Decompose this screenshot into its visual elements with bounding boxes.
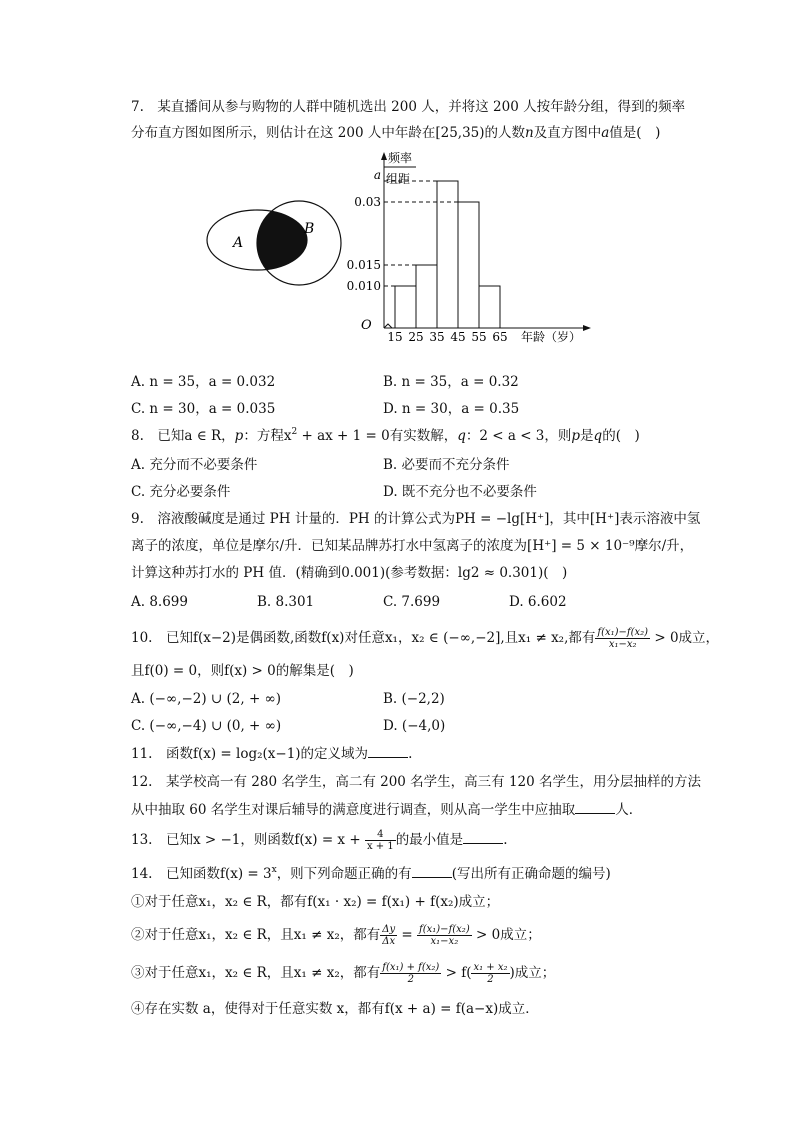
q8-option-a: A. 充分而不必要条件	[131, 457, 258, 473]
q9-line1: 9. 溶液酸碱度是通过 PH 计量的．PH 的计算公式为PH = −lg[H⁺]，其中[H⁺]表示溶液中氢	[131, 511, 701, 527]
q7-line2-end: 值是( )	[609, 125, 661, 141]
q14-mid: ，则下列命题正确的有	[276, 866, 412, 882]
q13-text: 13. 已知x > −1，则函数f(x) = x +	[131, 832, 365, 848]
q12-end: 人．	[615, 802, 643, 818]
q14-s3-end: )成立；	[509, 965, 556, 981]
q10-frac-num: f(x₁)−f(x₂)	[597, 627, 649, 638]
q7-var-a: a	[601, 125, 610, 141]
q7-option-d: D. n = 30，a = 0.35	[383, 401, 520, 417]
histogram-bar	[395, 286, 416, 328]
y-axis-arrow	[381, 152, 387, 160]
q11-text: 11. 函数f(x) = log₂(x−1)的定义域为	[131, 746, 369, 762]
q7-option-a: A. n = 35，a = 0.032	[131, 374, 276, 390]
q14-statement-3	[131, 960, 555, 986]
q8-end: 的( )	[602, 428, 640, 444]
q14-s3-frac2-den: 2	[487, 974, 494, 985]
q14-s3-text: ③对于任意x₁，x₂ ∈ R，且x₁ ≠ x₂，都有	[131, 965, 381, 981]
q13-fraction	[365, 829, 396, 852]
q10-option-b: B. (−2,2)	[383, 691, 445, 707]
q11-end: .	[408, 746, 413, 762]
x-tick-label: 15	[387, 330, 403, 344]
q14-s2-frac2-num: f(x₁)−f(x₂)	[419, 924, 470, 935]
q7-line2	[131, 124, 660, 142]
q12-line2-text: 从中抽取 60 名学生对课后辅导的满意度进行调查，则从高一学生中应抽取	[131, 802, 576, 818]
x-tick-label: 25	[408, 330, 424, 344]
q13-answer-blank[interactable]	[463, 831, 503, 844]
q10-fraction	[595, 627, 650, 650]
histogram-bar	[437, 181, 458, 328]
q14-s3-frac2-num: x₁ + x₂	[473, 962, 508, 973]
histogram-bar	[416, 265, 437, 328]
venn-label-a: A	[233, 235, 244, 251]
histogram-chart	[346, 148, 595, 348]
q10-frac-den: x₁−x₂	[608, 639, 637, 650]
q13-end: .	[503, 832, 508, 848]
q14-s2-text: ②对于任意x₁，x₂ ∈ R，且x₁ ≠ x₂，都有	[131, 927, 381, 943]
q8-stem-text: 8. 已知a ∈ R，	[131, 428, 235, 444]
q8-exponent: 2	[291, 427, 298, 437]
q7-line1: 7. 某直播间从参与购物的人群中随机选出 200 人，并将这 200 人按年龄分组，得到的频率	[131, 99, 686, 115]
x-tick-label: 65	[492, 330, 508, 344]
q9-option-c: C. 7.699	[383, 594, 441, 610]
q8-var-q2: q	[593, 428, 603, 444]
q9-option-b: B. 8.301	[257, 594, 315, 610]
q14-text: 14. 已知函数f(x) = 3	[131, 866, 272, 882]
q7-line2-mid: 及直方图中	[533, 125, 602, 141]
q8-option-c: C. 充分必要条件	[131, 484, 231, 500]
q13-post: 的最小值是	[395, 832, 464, 848]
q9-line2: 离子的浓度，单位是摩尔/升．已知某品牌苏打水中氢离子的浓度为[H⁺] = 5 × 10⁻⁹摩尔/升，	[131, 538, 694, 554]
q14-s2-frac1	[380, 924, 397, 947]
q14-statement-1: ①对于任意x₁，x₂ ∈ R，都有f(x₁ · x₂) = f(x₁) + f(x₂)成立；	[131, 894, 500, 910]
q8-q-text: ：2 < a < 3，则	[465, 428, 572, 444]
q14-post: (写出所有正确命题的编号)	[451, 866, 611, 882]
q12-answer-blank[interactable]	[575, 801, 615, 814]
q13	[131, 827, 507, 853]
q10-line1	[131, 625, 719, 651]
y-tick-label: 0.010	[346, 279, 381, 293]
q8-var-q: q	[457, 428, 466, 444]
q8-p-text: ：方程x	[243, 428, 292, 444]
q8-var-p2: p	[571, 428, 581, 444]
q8-stem	[131, 427, 640, 445]
q10-option-a: A. (−∞,−2) ∪ (2, + ∞)	[131, 691, 282, 707]
venn-diagram	[200, 195, 340, 290]
q14-statement-2	[131, 922, 541, 948]
x-tick-label: 45	[450, 330, 466, 344]
q8-q-text2: 是	[580, 428, 594, 444]
q14-s2-frac2-den: x₁−x₂	[430, 936, 459, 947]
q14-s3-frac1	[380, 962, 441, 985]
venn-label-b: B	[304, 221, 315, 237]
x-tick-label: 35	[429, 330, 445, 344]
q8-option-d: D. 既不充分也不必要条件	[383, 484, 537, 500]
q7-line2-text: 分布直方图如图所示，则估计在这 200 人中年龄在[25,35)的人数	[131, 125, 526, 141]
q14-s3-frac2	[471, 962, 509, 985]
x-axis-label: 年龄（岁）	[521, 330, 582, 344]
q11	[131, 745, 412, 763]
y-label-top: 频率	[388, 151, 413, 165]
q14-exponent: x	[271, 865, 277, 875]
q14-answer-blank[interactable]	[412, 865, 452, 878]
q14-s2-frac1-den: Δx	[382, 936, 396, 947]
q10-line2: 且f(0) = 0，则f(x) > 0的解集是( )	[131, 663, 354, 679]
q9-option-d: D. 6.602	[509, 594, 567, 610]
q13-frac-den: x + 1	[366, 841, 394, 852]
y-label-bottom: 组距	[386, 172, 411, 186]
q14-s2-frac2	[417, 924, 472, 947]
q14-s2-frac1-num: Δy	[382, 924, 396, 935]
origin-label: O	[361, 318, 372, 333]
q14-s3-frac1-den: 2	[407, 974, 414, 985]
y-tick-label: a	[373, 168, 381, 182]
q14-s2-end: > 0成立；	[471, 927, 541, 943]
y-tick-label: 0.015	[346, 258, 381, 272]
q14-s2-eq: =	[397, 927, 418, 943]
q10-option-c: C. (−∞,−4) ∪ (0, + ∞)	[131, 718, 282, 734]
q7-option-b: B. n = 35，a = 0.32	[383, 374, 519, 390]
histogram-bar	[479, 286, 500, 328]
q9-option-a: A. 8.699	[131, 594, 188, 610]
x-tick-label: 55	[471, 330, 487, 344]
q14-s3-mid: > f(	[441, 965, 472, 981]
q12-line2	[131, 801, 642, 819]
q8-option-b: B. 必要而不充分条件	[383, 457, 510, 473]
q8-var-p: p	[234, 428, 244, 444]
x-axis-arrow	[583, 325, 591, 331]
q7-option-c: C. n = 30，a = 0.035	[131, 401, 276, 417]
q13-frac-num: 4	[365, 829, 396, 841]
y-tick-label: 0.03	[354, 195, 381, 209]
q10-line1-end: > 0成立，	[650, 630, 720, 646]
q7-var-n: n	[525, 125, 534, 141]
axis-break	[384, 324, 392, 328]
q11-answer-blank[interactable]	[368, 745, 408, 758]
histogram-bar	[458, 202, 479, 328]
q9-line3: 计算这种苏打水的 PH 值．(精确到0.001)(参考数据：lg2 ≈ 0.301)( )	[131, 565, 568, 581]
q10-line1-text: 10. 已知f(x−2)是偶函数,函数f(x)对任意x₁，x₂ ∈ (−∞,−2],且x₁ ≠ x₂,都有	[131, 630, 596, 646]
q14-statement-4: ④存在实数 a，使得对于任意实数 x，都有f(x + a) = f(a−x)成立．	[131, 1001, 539, 1017]
q12-line1: 12. 某学校高一有 280 名学生，高二有 200 名学生，高三有 120 名学生，用分层抽样的方法	[131, 774, 702, 790]
q10-option-d: D. (−4,0)	[383, 718, 446, 734]
q14-s3-frac1-num: f(x₁) + f(x₂)	[382, 962, 440, 973]
q8-p-text2: + ax + 1 = 0有实数解，	[297, 428, 458, 444]
q14-stem	[131, 865, 611, 883]
